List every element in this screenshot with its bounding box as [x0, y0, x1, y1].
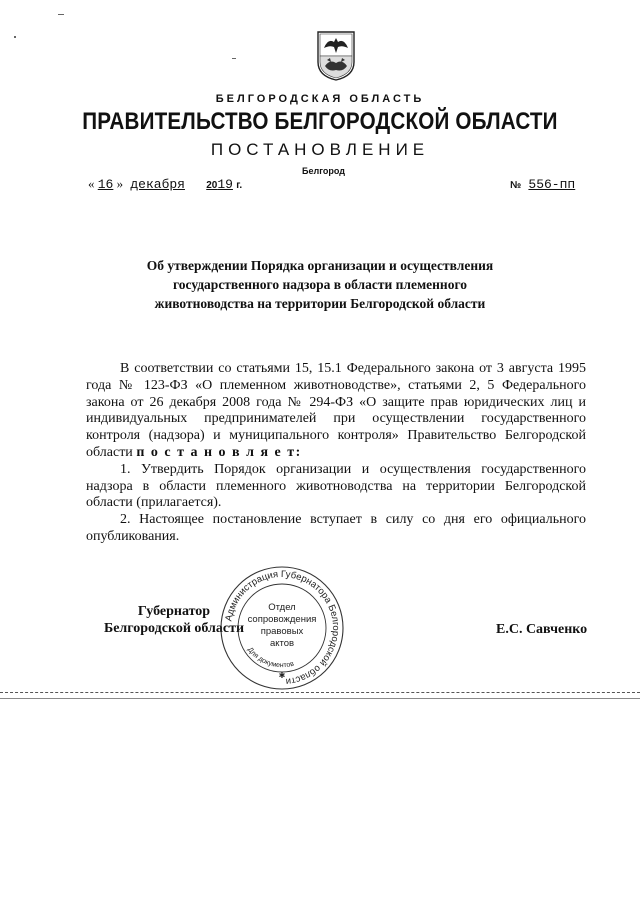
resolves-word: п о с т а н о в л я е т:: [136, 444, 302, 460]
date-open-quote: «: [88, 176, 95, 191]
title-line: государственного надзора в области племенного: [172, 277, 468, 292]
preamble-text: В соответствии со статьями 15, 15.1 Федерального закона от 3 августа 1995 года № 123-ФЗ «О племенном животноводстве», статьями 2, 5 Федерального закона от 26 декабря 2008 года № 294-ФЗ «О защите прав юридических лиц и индивидуальных предпринимателей при осуществлении государственного контроля (надзора) и муниципального контроля» Правительство Белгородской области: [86, 361, 586, 460]
stamp-center-line: правовых: [260, 626, 304, 637]
official-stamp: [218, 564, 346, 692]
document-number: [510, 176, 575, 192]
signer-title-line: Губернатор: [137, 604, 211, 619]
svg-text:Для документов: [246, 646, 295, 669]
signer-name: Е.С. Савченко: [496, 622, 588, 637]
date-day: 16: [97, 177, 114, 192]
stamp-center-line: актов: [269, 638, 295, 649]
document-title: [120, 256, 520, 313]
stamp-star-icon: ✱: [278, 671, 286, 680]
coat-of-arms-icon: [316, 30, 356, 82]
signer-title-line: Белгородской области: [103, 621, 245, 636]
date-year-unit: г.: [236, 180, 243, 191]
title-line: Об утверждении Порядка организации и осуществления: [146, 258, 494, 273]
date-close-quote: »: [116, 176, 124, 191]
date-year-suffix: 19: [217, 177, 233, 192]
stamp-outer-text: Администрация Губернатора Белгородской области: [223, 568, 342, 687]
item-2-paragraph: 2. Настоящее постановление вступает в силу со дня его официального опубликования.: [86, 512, 586, 544]
stamp-center-line: Отдел: [268, 602, 296, 613]
number-value: 556-пп: [528, 177, 576, 192]
scan-mark: [232, 58, 236, 59]
stamp-center-line: сопровождения: [247, 614, 317, 625]
document-type: ПОСТАНОВЛЕНИЕ: [210, 140, 430, 159]
item-1-paragraph: 1. Утвердить Порядок организации и осуществления государственного надзора в области племенного животноводства на территории Белгородской области (прилагается).: [86, 461, 586, 511]
date-year-prefix: 20: [206, 180, 218, 191]
scan-mark: [58, 14, 64, 15]
scan-mark: [14, 36, 16, 38]
stamp-inner-text: Для документов: [246, 646, 295, 670]
document-date: [88, 176, 242, 192]
region-name: БЕЛГОРОДСКАЯ ОБЛАСТЬ: [215, 93, 425, 105]
city-name: Белгород: [302, 166, 345, 176]
scan-fold-line: [0, 698, 640, 699]
document-body: [86, 361, 586, 546]
title-line: животноводства на территории Белгородской области: [154, 296, 486, 311]
preamble-paragraph: [86, 361, 586, 462]
government-name: ПРАВИТЕЛЬСТВО БЕЛГОРОДСКОЙ ОБЛАСТИ: [82, 108, 558, 135]
date-month: декабря: [130, 177, 185, 192]
scan-fold-line: [0, 692, 640, 693]
number-label: №: [510, 180, 522, 191]
